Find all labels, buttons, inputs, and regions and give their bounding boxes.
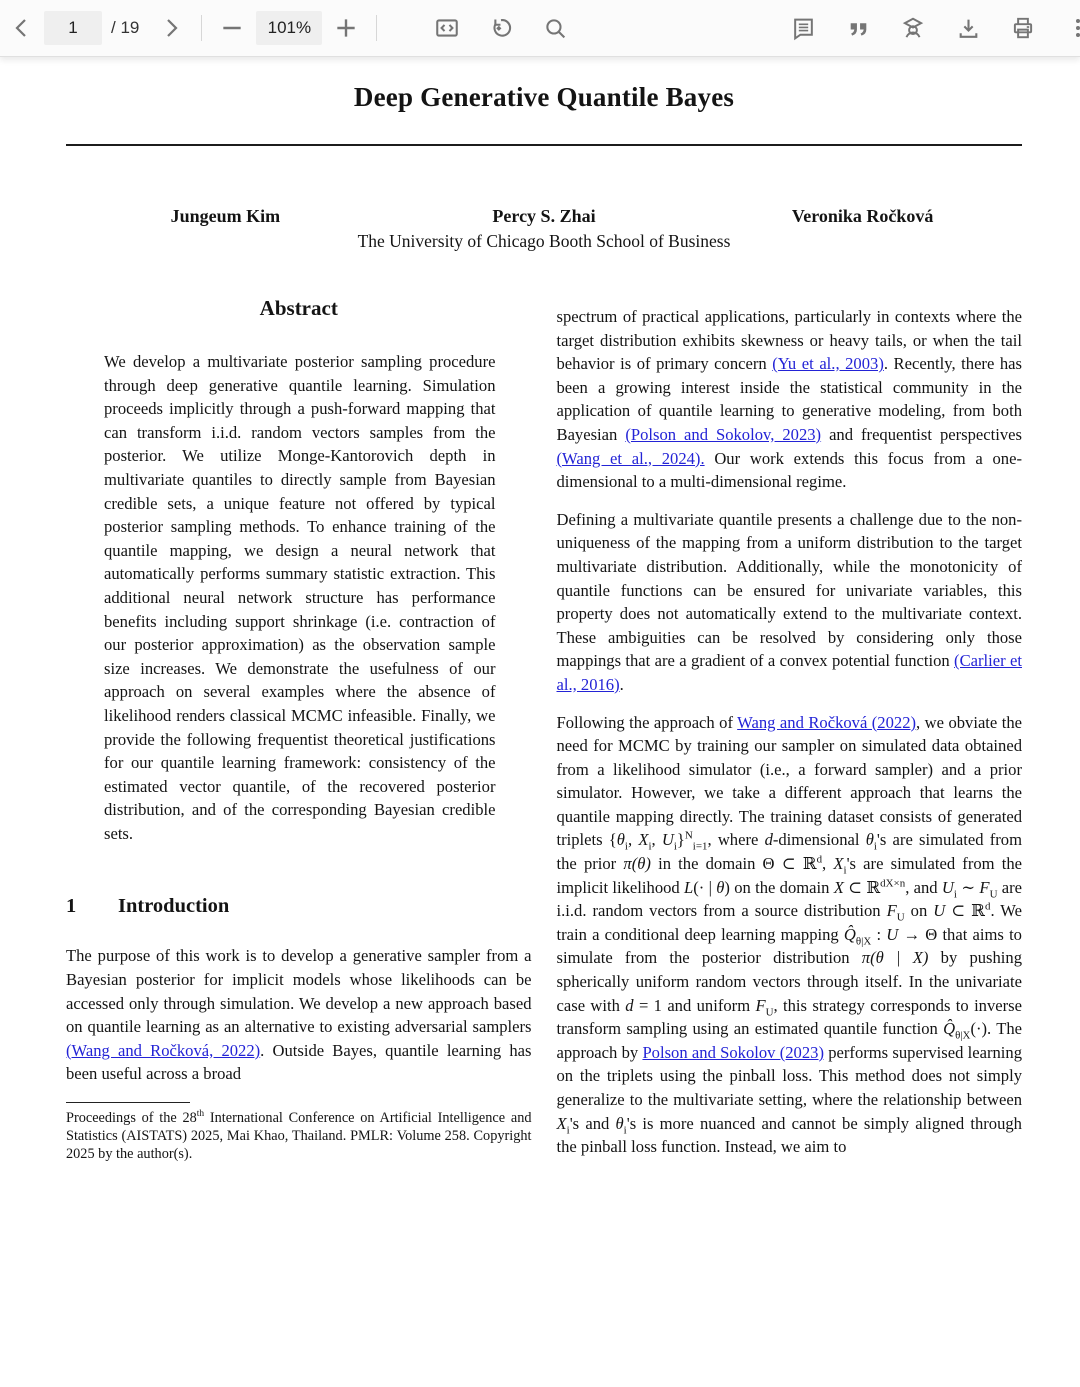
text-segment: i [873,840,877,853]
text-segment: 's are simulated from the prior [556,830,1022,874]
kebab-menu-icon [1066,16,1080,40]
text-segment: = 1 and uniform [633,995,756,1015]
text-segment: X [638,830,649,850]
text-segment: θ [616,830,625,850]
text-segment: , where [707,830,765,850]
cite-button[interactable] [838,8,878,48]
text-segment: Defining a multivariate quantile presents a challenge due to the non-uniqueness of the mapping from a uniform distribution to the target multivariate distribution. Additionally, while the monotonicity of quantile functions can be ensured for univariate variables, this property does not automatically extend to the multivariate context. These ambiguities can be resolved by considering only those mappings that are a gradient of a convex potential function [556,509,1022,671]
text-segment: U [941,877,954,897]
text-segment: L [684,877,694,897]
text-segment: are i.i.d. random vectors from a source distribution [556,877,1023,921]
annotation-button[interactable] [783,8,823,48]
text-segment: ⊂ ℝ [843,877,881,897]
text-segment: π(θ | X) [861,948,929,968]
more-options-button[interactable] [1058,8,1080,48]
text-segment: i [624,840,628,853]
text-segment: U [896,911,905,924]
text-segment: . Outside Bayes, quantile learning has been useful across a broad [66,1040,532,1084]
text-segment: , this strategy corresponds to inverse transform sampling using an estimated quantile function [556,995,1022,1039]
text-segment: 's and [569,1113,616,1133]
text-segment: } [676,830,685,850]
text-segment: d [816,853,823,866]
toolbar-left-group [0,8,575,48]
page-count-label: / 19 [111,18,140,37]
introduction-paragraph [66,944,532,1086]
text-segment: ⊂ ℝ [945,901,985,921]
text-segment: Q̂ [843,924,856,944]
text-segment: , [651,830,662,850]
text-segment: . We train a conditional deep learning mapping [556,901,1022,944]
text-segment: i [673,840,677,853]
text-segment: . [619,674,624,694]
author-name: Veronika Ročková [791,206,934,226]
title-rule [66,144,1022,146]
text-segment: N [684,829,693,842]
plus-icon [333,15,359,41]
text-segment: i [566,1123,570,1136]
text-segment: on [904,901,934,921]
comment-lines-icon [791,16,816,41]
text-segment: Our work extends this focus from a one-dimensional to a multi-dimensional regime. [556,448,1022,492]
text-segment: X [833,854,844,874]
footnote-rule [66,1102,190,1103]
text-segment: i [648,840,652,853]
citation-link[interactable]: (Wang et al., 2024). [556,448,705,468]
rotate-ccw-icon [488,15,514,41]
text-segment: θ|X [955,1029,971,1042]
text-segment: θ [865,830,874,850]
section-number: 1 [66,895,77,918]
two-column-body [66,296,1022,1173]
text-segment: -dimensional [772,830,866,850]
graduation-cap-person-icon [900,15,926,41]
text-segment: (·). The approach by [556,1019,1022,1062]
chevron-left-icon [10,16,34,40]
scholar-reader-button[interactable] [893,8,933,48]
footnote [66,1102,532,1163]
text-segment: Q̂ [943,1019,956,1039]
pdf-page [0,57,1080,1387]
text-segment: θ|X [855,935,872,948]
abstract-text: We develop a multivariate posterior sampling procedure through deep generative quantile learning. Simulation proceeds implicitly through a push-forward mapping that can transform i.i.d. random vectors samples from the posterior. We utilize Monge-Kantorovich depth in multivariate quantiles to directly sample from Bayesian credible sets, a unique feature not offered by typical posterior sampling methods. To enhance training of the quantile mapping, we design a neural network that automatically performs summary statistic extraction. This additional neural network structure has performance benefits including support shrinkage (i.e. contraction of our posterior approximation) as the observation sample size increases. We demonstrate the usefulness of our approach on several examples where the absence of likelihood renders classical MCMC infeasible. Finally, we provide the following frequentist theoretical justifications for our quantile learning framework: consistency of the estimated vector quantile, of the recovered posterior distribution, and of the corresponding Bayesian credible sets. [104,352,496,843]
text-segment: F [886,901,897,921]
text-segment: → Θ that aims to simulate from the posterior distribution [556,924,1022,968]
text-segment: i [953,887,957,900]
author-name: Jungeum Kim [170,206,281,226]
text-segment: U [765,1005,774,1018]
text-segment: d [764,830,773,850]
print-icon [1010,15,1036,41]
citation-link[interactable]: (Polson and Sokolov, 2023) [625,424,822,444]
text-segment: Proceedings of the 28 [66,1110,197,1127]
chevron-right-icon [159,16,183,40]
text-segment: U [886,924,899,944]
minus-icon [219,15,245,41]
citation-link[interactable]: (Wang and Ročková, 2022) [66,1040,261,1060]
text-segment: X [833,877,844,897]
text-segment: , and [905,877,942,897]
right-column [557,296,1023,1173]
author-name: Percy S. Zhai [492,206,596,226]
toolbar-divider [376,15,377,41]
zoom-in-button[interactable] [326,8,366,48]
affiliation: The University of Chicago Booth School of Business [357,231,731,251]
page-number-input[interactable] [44,11,102,45]
text-segment: U [989,887,998,900]
search-button[interactable] [535,8,575,48]
text-segment: , we obviate the need for MCMC by training our sampler on simulated data obtained from a likelihood simulator (i.e., a forward sampler) and a prior simulator. However, we take a different approach that learns the quantile mapping directly. The training dataset consists of generated triplets { [556,712,1023,850]
print-button[interactable] [1003,8,1043,48]
text-segment: The purpose of this work is to develop a generative sampler from a Bayesian posterior for implicit models whose likelihoods can be accessed only through simulation. We develop a new approach based on quantile learning as an alternative to existing adversarial samplers [66,946,532,1037]
text-segment: dX×n [880,877,906,890]
abstract-heading: Abstract [259,296,338,320]
download-icon [956,16,981,41]
double-quotes-icon [846,16,871,41]
section-heading-introduction [66,895,532,918]
section-title: Introduction [118,895,230,918]
text-segment: th [196,1109,205,1120]
text-segment: π(θ) [623,854,651,874]
previous-page-button[interactable] [2,8,42,48]
text-segment: d [625,995,634,1015]
text-segment: 's is more nuanced and cannot be simply aligned through the pinball loss function. Instead, we aim to [556,1113,1022,1157]
text-segment: d [984,900,991,913]
toolbar-divider [201,15,202,41]
text-segment: Following the approach of [556,712,738,732]
text-segment: : [871,924,887,944]
paper-title: Deep Generative Quantile Bayes [353,82,735,112]
text-segment: U [661,830,674,850]
text-segment: θ [615,1113,624,1133]
text-segment: performs supervised learning on the triplets using the pinball loss. This method does not simply generalize to the multivariate setting, where the relationship between [556,1042,1023,1109]
text-segment: i [843,864,847,877]
citation-link[interactable]: (Yu et al., 2003) [772,354,884,374]
rotate-button[interactable] [481,8,521,48]
fit-to-width-button[interactable] [427,8,467,48]
text-segment: ∼ [956,877,980,897]
pdf-toolbar [0,0,1080,57]
text-segment: , [822,854,834,874]
text-segment: ) on the domain [724,877,834,897]
text-segment: International Conference on Artificial Intelligence and Statistics (AISTATS) 2025, Mai Khao, Thailand. PMLR: Volume 258. Copyright 2025 by the author(s). [66,1110,532,1163]
download-button[interactable] [948,8,988,48]
body-paragraph [557,305,1023,494]
body-paragraph [557,711,1023,1159]
text-segment: F [755,995,766,1015]
text-segment: θ [716,877,725,897]
text-segment: , [627,830,639,850]
body-paragraph [557,508,1023,697]
text-segment: i [623,1123,627,1136]
zoom-level-field[interactable]: 101% [256,11,322,45]
left-column [66,296,532,1173]
fit-width-icon [434,15,460,41]
text-segment: by pushing spherically uniform random vectors through itself. In the univariate case with [556,948,1022,1015]
text-segment: i=1 [692,840,708,853]
text-segment: 's are simulated from the implicit likelihood [556,854,1022,897]
text-segment: F [979,877,990,897]
text-segment: . Recently, there has been a growing interest inside the statistical community in the application of quantile learning to generative modeling, from both Bayesian [556,354,1022,444]
text-segment: (· | [693,877,717,897]
text-segment: X [556,1113,567,1133]
text-segment: U [933,901,946,921]
next-page-button[interactable] [151,8,191,48]
text-segment: in the domain Θ ⊂ ℝ [650,854,817,874]
search-icon [543,16,568,41]
text-segment: spectrum of practical applications, particularly in contexts where the target distribution exhibits skewness or heavy tails, or when the tail behavior is of primary concern [556,307,1022,374]
citation-link[interactable]: Wang and Ročková (2022) [737,712,917,732]
citation-link[interactable]: (Carlier et al., 2016) [556,651,1022,694]
citation-link[interactable]: Polson and Sokolov (2023) [642,1042,824,1062]
footnote-text [66,1109,532,1163]
author-list [66,206,1022,227]
toolbar-right-group [783,8,1080,48]
zoom-out-button[interactable] [212,8,252,48]
text-segment: and frequentist perspectives [821,424,1022,444]
